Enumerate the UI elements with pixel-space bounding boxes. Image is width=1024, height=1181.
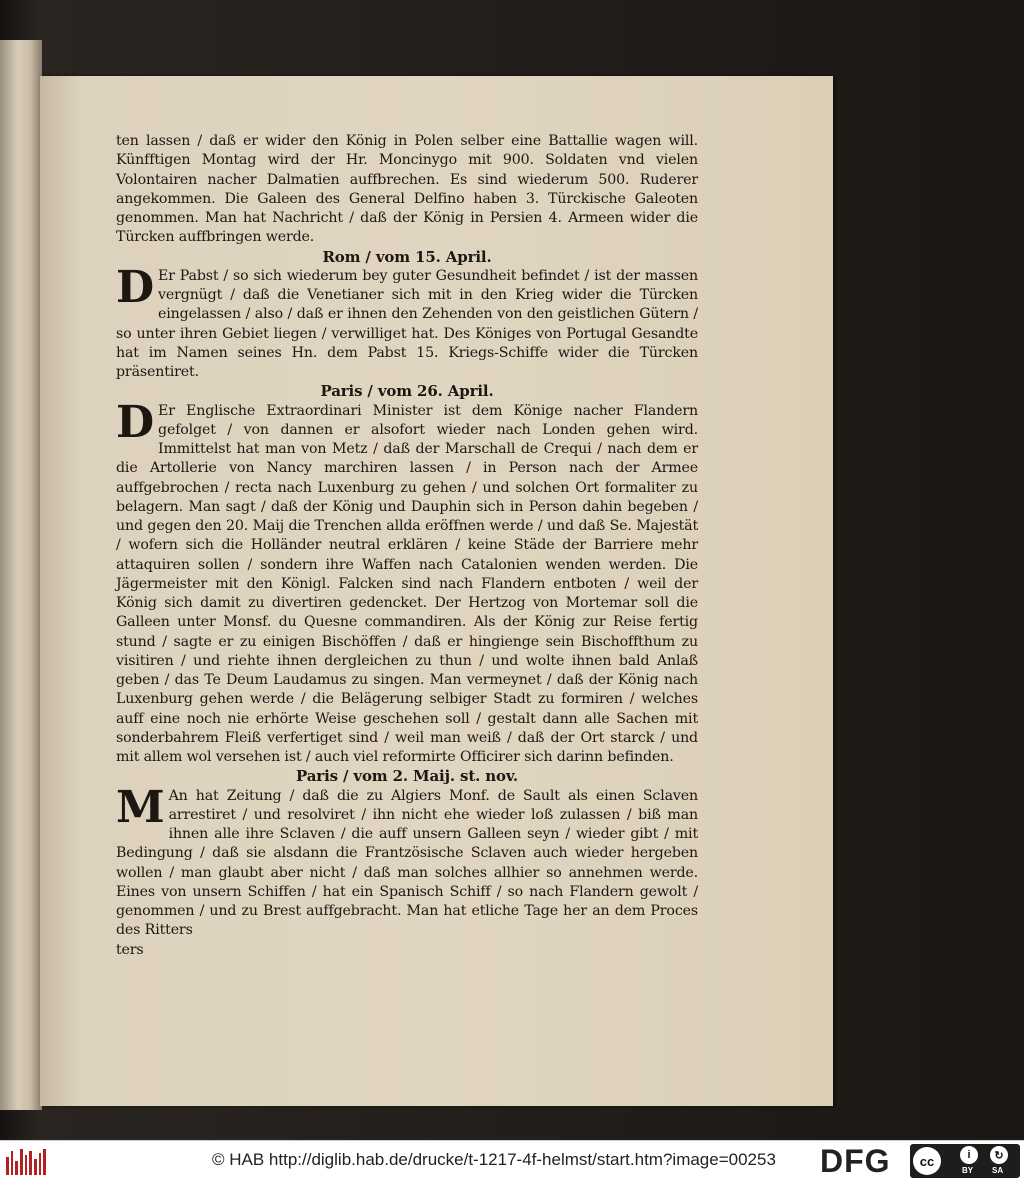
paragraph-2-text: Er Pabst / so sich wiederum bey guter Gesundheit befindet / ist der massen vergnügt / daß die Venetianer sich mit in den Krieg wider die Türcken eingelassen / also / daß er ihnen den Zehenden von den geistlichen Gütern / so unter ihren Gebiet liegen / verwilliget hat. Des Königes von Portugal Gesandte hat im Namen seines Hn. dem Pabst 15. Kriegs-Schiffe wider die Türcken präsentiret. bbox=[116, 267, 698, 380]
cc-license-badge[interactable] bbox=[910, 1144, 1020, 1178]
heading-paris-april: Paris / vom 26. April. bbox=[320, 382, 494, 401]
by-icon: i bbox=[960, 1146, 978, 1164]
initial-letter: D bbox=[116, 261, 155, 313]
by-label: BY bbox=[962, 1166, 974, 1175]
catchword: ters bbox=[116, 941, 144, 958]
viewer-footer bbox=[0, 1140, 1024, 1181]
initial-letter: D bbox=[116, 396, 155, 448]
credit-link[interactable]: © HAB http://diglib.hab.de/drucke/t-1217-4f-helmst/start.htm?image=00253 bbox=[212, 1150, 776, 1169]
initial-letter: M bbox=[116, 781, 165, 833]
heading-rom: Rom / vom 15. April. bbox=[322, 247, 492, 266]
cc-icon: cc bbox=[913, 1147, 941, 1175]
paragraph-3 bbox=[116, 396, 698, 768]
paragraph-4 bbox=[116, 781, 698, 941]
dfg-logo: DFG bbox=[820, 1143, 891, 1179]
paragraph-3-text: Er Englische Extraordinari Minister ist dem Könige nacher Flandern gefolget / von dannen er alsofort wieder nach Londen gehen wird. Immittelst hat man von Metz / daß der Marschall de Crequi / nach dem er die Artollerie von Nancy marchiren lassen / in Person nach der Armee auffgebrochen / recta nach Luxenburg zu gehen / und solchen Ort formaliter zu belagern. Man sagt / daß der König und Dauphin sich in Person dahin begeben / und gegen den 20. Maij die Trenchen allda eröffnen werde / und daß Se. Majestät / wofern sich die Holländer neutral erklären / keine Städe der Barriere mehr attaquiren sollen / sondern ihre Waffen nach Catalonien wenden werden. Die Jägermeister mit den Königl. Falcken sind nach Flandern entboten / weil der König sich damit zu divertiren gedencket. Der Hertzog von Mortemar soll die Galleen unter Monsf. du Quesne commandiren. Als der König zur Reise fertig stund / sagte er zu einigen Bischöffen / daß er hingienge sein Bischoffthum zu visitiren / und riehte ihnen dergleichen zu thun / und wolte ihnen bald Anlaß geben / das Te Deum Laudamus zu singen. Man vermeynet / daß der König nach Luxenburg gehen werde / die Belägerung selbiger Stadt zu formiren / welches auff eine noch nie erhörte Weise geschehen soll / gestalt dann alle Sachen mit sonderbahrem Fleiß verfertiget sind / weil man weiß / daß der Ort starck / und mit allem wol versehen ist / auch viel reformirte Officirer sich darinn befinden. bbox=[116, 402, 698, 765]
paragraph-2 bbox=[116, 261, 698, 383]
paragraph-1: ten lassen / daß er wider den König in Polen selber eine Battallie wagen will. Künfftigen Montag wird der Hr. Moncinygo mit 900. Soldaten vnd vielen Volontairen nacher Dalmatien auffbrechen. Es sind wiederum 500. Ruderer angekommen. Die Galeen des General Delfino haben 3. Türckische Galeoten genommen. Man hat Nachricht / daß der König in Persien 4. Armeen wider die Türcken auffbringen werde. bbox=[116, 133, 698, 246]
sa-icon: ↻ bbox=[990, 1146, 1008, 1164]
hab-logo-icon bbox=[6, 1149, 46, 1175]
preceding-page-edges bbox=[0, 40, 42, 1110]
page-text bbox=[116, 132, 698, 960]
paragraph-4-text: An hat Zeitung / daß die zu Algiers Monf. de Sault als einen Sclaven arrestiret / und resolviret / ihn nicht ehe wieder loß zulassen / biß man ihnen alle ihre Sclaven / die auff unsern Galleen seyn / wieder gibt / mit Bedingung / daß sie alsdann die Frantzösische Sclaven auch wieder hergeben wollen / man glaubt aber nicht / daß man solches allhier so annehmen werde. Eines von unsern Schiffen / hat ein Spanisch Schiff / so nach Flandern gewolt / genommen / und zu Brest auffgebracht. Man hat etliche Tage her an dem Proces des Ritters bbox=[116, 787, 698, 939]
heading-paris-may: Paris / vom 2. Maij. st. nov. bbox=[296, 767, 518, 786]
sa-label: SA bbox=[992, 1166, 1004, 1175]
